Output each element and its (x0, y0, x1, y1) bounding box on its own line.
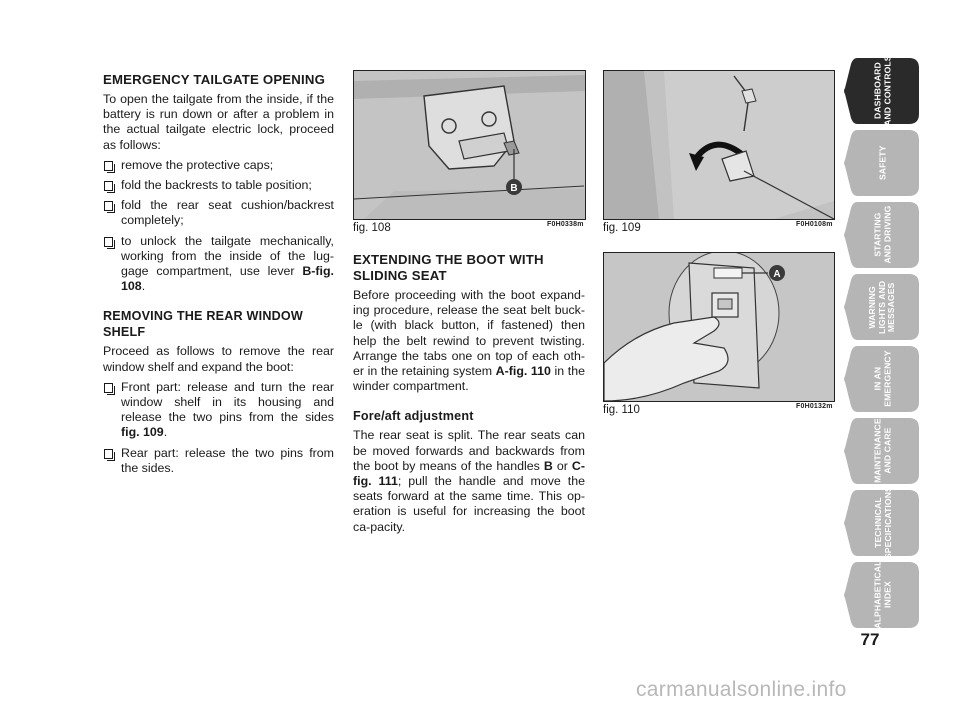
tab-alphabetical-index[interactable]: ALPHABETICAL INDEX (843, 562, 919, 628)
paragraph-tailgate-intro: To open the tailgate from the inside, if the battery is run down or after a problem in the actual tailgate electric lock, proceed as follows: (103, 92, 334, 152)
figure-caption: fig. 110 (603, 404, 640, 416)
figure-code: F0H0132m (796, 403, 833, 410)
paragraph-fore-aft: The rear seat is split. The rear seats can be moved forwards and backwards from the boot by means of the handles B or C-fig. 111; pull the handle and move the seats forward at the same time. This op-eration is useful for increasing the boot ca-pacity. (353, 428, 586, 534)
heading-removing-shelf: REMOVING THE REAR WINDOW SHELF (103, 309, 303, 340)
figure-reference: fig. 109 (121, 425, 164, 440)
figure-reference: C-fig. 111 (353, 458, 585, 489)
figure-code: F0H0108m (796, 221, 833, 228)
checkbox-bullet-icon (104, 201, 113, 211)
bullet-item: remove the protective caps; (103, 158, 334, 173)
figure-caption: fig. 109 (603, 222, 641, 234)
paragraph-extending-boot: Before proceeding with the boot expand-ing procedure, release the seat belt buck-le (with black button, if fastened) then help the belt rewind to prevent twisting. Arrange the tabs one on top of each oth-er in the retaining system A-fig. 110 in the winder compartment. (353, 288, 585, 394)
tab-starting-and-driving[interactable]: STARTING AND DRIVING (843, 202, 919, 268)
tab-technical-specifications[interactable]: TECHNICAL SPECIFICATIONS (843, 490, 919, 556)
checkbox-bullet-icon (104, 161, 113, 171)
checkbox-bullet-icon (104, 449, 113, 459)
tab-in-an-emergency[interactable]: IN AN EMERGENCY (843, 346, 919, 412)
heading-fore-aft: Fore/aft adjustment (353, 409, 474, 424)
figure-reference: A-fig. 110 (495, 364, 551, 379)
checkbox-bullet-icon (104, 237, 113, 247)
bullet-item: Rear part: release the two pins from the sides. (103, 446, 334, 476)
checkbox-bullet-icon (104, 383, 113, 393)
figure-110-image (603, 252, 835, 402)
figure-108-image (353, 70, 586, 220)
figure-code: F0H0338m (547, 221, 584, 228)
watermark-text: carmanualsonline.info (636, 678, 847, 701)
bullet-item: fold the backrests to table position; (103, 178, 334, 193)
bullet-item: to unlock the tailgate mechanically, working from the inside of the lug-gage compartment, use lever B-fig. 108. (103, 234, 334, 295)
paragraph-shelf-intro: Proceed as follows to remove the rear window shelf and expand the boot: (103, 344, 334, 374)
tab-warning-lights[interactable]: WARNING LIGHTS AND MESSAGES (843, 274, 919, 340)
tab-safety[interactable]: SAFETY (843, 130, 919, 196)
figure-caption: fig. 108 (353, 222, 391, 234)
bullet-item: fold the rear seat cushion/backrest completely; (103, 198, 334, 228)
bullet-item: Front part: release and turn the rear window shelf in its housing and release the two pins from the sides fig. 109. (103, 380, 334, 441)
middle-column (353, 252, 585, 540)
heading-emergency-tailgate: EMERGENCY TAILGATE OPENING (103, 72, 326, 87)
heading-extending-boot: EXTENDING THE BOOT WITH SLIDING SEAT (353, 252, 544, 283)
figure-reference: B-fig. 108 (121, 264, 334, 294)
tab-dashboard-and-controls[interactable]: DASHBOARD AND CONTROLS (843, 58, 919, 124)
marker-b: B (510, 183, 518, 194)
left-column (103, 72, 334, 481)
page-number: 77 (860, 630, 880, 649)
figure-109-image (603, 70, 835, 220)
tab-maintenance-and-care[interactable]: MAINTENANCE AND CARE (843, 418, 919, 484)
checkbox-bullet-icon (104, 181, 113, 191)
marker-a: A (773, 269, 781, 280)
handle-reference: B (543, 458, 553, 473)
